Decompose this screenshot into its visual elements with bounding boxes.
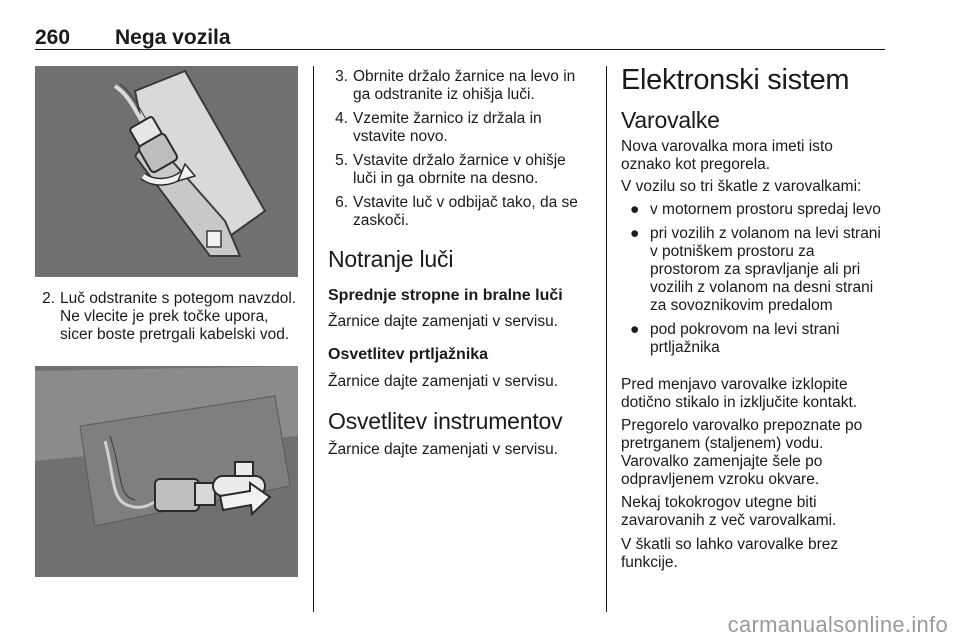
list-item <box>621 321 886 357</box>
heading-fuses: Varovalke <box>621 107 720 133</box>
step-list-left <box>35 290 298 350</box>
step-number: 3. <box>335 68 348 85</box>
bullet-icon: ● <box>630 225 640 242</box>
heading-instrument-lights: Osvetlitev instrumentov <box>328 408 563 434</box>
heading-electronic-system: Elektronski sistem <box>621 64 850 96</box>
step-number: 5. <box>335 152 348 169</box>
column-divider-right <box>606 66 607 612</box>
step-text: Vstavite luč v odbijač tako, da se zaskoči. <box>353 194 578 229</box>
list-item-text: pri vozilih z volanom na levi strani v potniškem prostoru za prostorom za spravljanje ali pri vozilih z volanom na desni strani za sovoznikovim predalom <box>650 225 881 314</box>
list-item-text: v motornem prostoru spredaj levo <box>650 201 881 218</box>
bullet-icon: ● <box>630 201 640 218</box>
step-list-middle <box>328 68 593 236</box>
page-header <box>35 22 885 52</box>
bullet-icon: ● <box>630 321 640 338</box>
step-item <box>328 68 593 104</box>
fuse-box-locations <box>621 201 886 363</box>
text-fuse-intro: Nova varovalka mora imeti isto oznako kot pregorela. <box>621 138 833 173</box>
list-item <box>621 201 886 219</box>
heading-front-lights: Sprednje stropne in bralne luči <box>328 287 563 304</box>
text-front-lights: Žarnice dajte zamenjati v servisu. <box>328 313 559 330</box>
step-item <box>35 290 298 344</box>
figure-bulb-holder <box>35 366 298 577</box>
page-number: 260 <box>35 26 71 49</box>
column-divider-left <box>313 66 314 612</box>
text-before-replacing: Pred menjavo varovalke izklopite dotično stikalo in izključite kontakt. <box>621 376 858 411</box>
text-instrument-lights: Žarnice dajte zamenjati v servisu. <box>328 441 559 458</box>
step-number: 2. <box>42 290 55 307</box>
watermark: carmanualsonline.info <box>727 612 948 637</box>
step-number: 4. <box>335 110 348 127</box>
list-item <box>621 225 886 315</box>
list-item-text: pod pokrovom na levi strani prtljažnika <box>650 321 840 356</box>
step-text: Luč odstranite s potegom navzdol. Ne vlecite je prek točke upora, sicer boste pretrgali kabelski vod. <box>60 290 297 343</box>
step-text: Obrnite držalo žarnice na levo in ga odstranite iz ohišja luči. <box>353 68 576 103</box>
step-item <box>328 110 593 146</box>
text-spare-fuses: V škatli so lahko varovalke brez funkcije. <box>621 536 839 571</box>
text-trunk-light: Žarnice dajte zamenjati v servisu. <box>328 373 559 390</box>
text-multiple-fuses: Nekaj tokokrogov utegne biti zavarovanih z več varovalkami. <box>621 494 837 529</box>
step-item <box>328 194 593 230</box>
step-number: 6. <box>335 194 348 211</box>
step-text: Vstavite držalo žarnice v ohišje luči in ga obrnite na desno. <box>353 152 566 187</box>
header-rule <box>35 49 885 50</box>
heading-interior-lights: Notranje luči <box>328 246 454 272</box>
figure-lamp-removal <box>35 66 298 277</box>
step-text: Vzemite žarnico iz držala in vstavite novo. <box>353 110 542 145</box>
text-blown-fuse: Pregorelo varovalko prepoznate po pretrganem (staljenem) vodu. Varovalko zamenjajte šele po odpravljenem vzroku okvare. <box>621 417 863 488</box>
text-fuse-boxes-intro: V vozilu so tri škatle z varovalkami: <box>621 178 862 195</box>
heading-trunk-light: Osvetlitev prtljažnika <box>328 346 489 363</box>
section-title: Nega vozila <box>115 26 231 49</box>
step-item <box>328 152 593 188</box>
